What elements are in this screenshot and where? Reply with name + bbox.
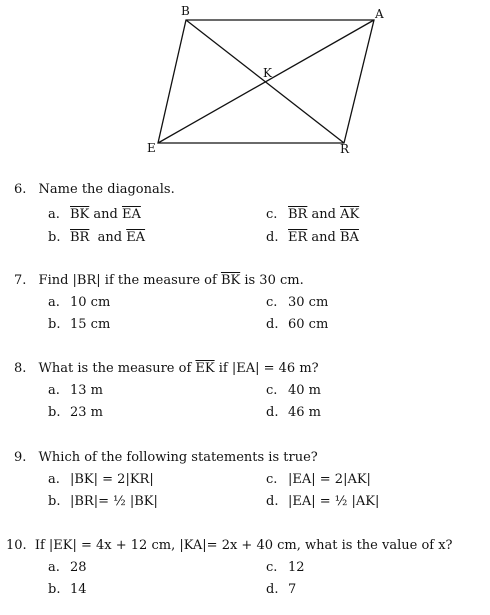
parallelogram-figure <box>0 0 490 170</box>
question-number: 7. <box>14 273 27 288</box>
option-letter: b. <box>48 494 61 509</box>
question-stem <box>14 361 319 376</box>
segment-name: $\overline{EA}$ <box>126 230 146 245</box>
question-number: 10. <box>6 538 27 553</box>
option-d <box>266 230 359 245</box>
option-letter: c. <box>266 295 278 310</box>
option-text-part: 7 <box>288 582 297 597</box>
option-b <box>48 582 87 597</box>
option-letter: c. <box>266 560 278 575</box>
vertex-label-r: R <box>340 142 350 156</box>
option-a <box>48 560 87 575</box>
option-text-part: if |EA| = 46 m? <box>214 361 319 376</box>
option-text-part: and <box>89 230 127 245</box>
segment-name: $\overline{BK}$ <box>220 273 241 288</box>
option-c <box>266 295 328 310</box>
question-stem <box>14 273 304 288</box>
option-text-part: Find |BR| if the measure of <box>38 273 221 288</box>
option-text-part: What is the measure of <box>38 361 196 376</box>
option-text-part: and <box>307 230 340 245</box>
question-stem <box>14 182 175 197</box>
option-text-part: |EA| = 2|AK| <box>288 472 371 487</box>
option-b <box>48 230 145 245</box>
option-letter: d. <box>266 317 279 332</box>
option-letter: c. <box>266 207 278 222</box>
option-text-part: and <box>89 207 122 222</box>
option-letter: c. <box>266 472 278 487</box>
segment-name: $\overline{BA}$ <box>340 230 359 245</box>
option-letter: b. <box>48 405 61 420</box>
option-text-part: 28 <box>70 560 87 575</box>
option-letter: d. <box>266 405 279 420</box>
option-text-part: 12 <box>288 560 305 575</box>
question-number: 9. <box>14 450 27 465</box>
segment-name: $\overline{BR}$ <box>70 230 90 245</box>
option-c <box>266 472 371 487</box>
option-text-part: and <box>307 207 341 222</box>
option-text-part: 23 m <box>70 405 104 420</box>
question-stem <box>14 450 318 465</box>
option-text-part: 40 m <box>288 383 322 398</box>
vertex-label-a: A <box>375 7 384 21</box>
option-text-part: |EA| = ½ |AK| <box>288 494 380 509</box>
option-text-part: 14 <box>70 582 87 597</box>
segment-name: $\overline{BR}$ <box>288 207 308 222</box>
vertex-label-e: E <box>147 141 156 155</box>
option-text-part: 10 cm <box>70 295 111 310</box>
option-a <box>48 295 110 310</box>
segment-name: $\overline{ER}$ <box>288 230 308 245</box>
question-number: 8. <box>14 361 27 376</box>
option-letter: d. <box>266 230 279 245</box>
option-letter: a. <box>48 560 60 575</box>
option-text-part: |BK| = 2|KR| <box>70 472 154 487</box>
option-a <box>48 207 141 222</box>
diagonal-br <box>186 20 344 143</box>
option-d <box>266 494 379 509</box>
option-letter: d. <box>266 494 279 509</box>
option-a <box>48 383 103 398</box>
option-b <box>48 405 103 420</box>
option-text-part: 13 m <box>70 383 104 398</box>
option-d <box>266 317 328 332</box>
segment-name: $\overline{BK}$ <box>70 207 90 222</box>
option-d <box>266 582 296 597</box>
option-letter: b. <box>48 582 61 597</box>
question-text: If |EK| = 4x + 12 cm, |KA|= 2x + 40 cm, what is the value of x? <box>34 538 453 553</box>
option-text-part: |BR|= ½ |BK| <box>70 494 158 509</box>
option-b <box>48 317 110 332</box>
option-c <box>266 560 305 575</box>
question-stem <box>6 538 453 553</box>
question-text: Name the diagonals. <box>38 182 175 197</box>
option-c <box>266 207 359 222</box>
option-letter: b. <box>48 230 61 245</box>
segment-name: $\overline{AK}$ <box>340 207 360 222</box>
option-text-part: 30 cm <box>288 295 329 310</box>
option-d <box>266 405 321 420</box>
option-a <box>48 472 154 487</box>
option-letter: c. <box>266 383 278 398</box>
question-text: Which of the following statements is true? <box>38 450 318 465</box>
option-c <box>266 383 321 398</box>
option-text-part: 15 cm <box>70 317 111 332</box>
vertex-label-b: B <box>181 4 190 18</box>
question-number: 6. <box>14 182 27 197</box>
segment-name: $\overline{EK}$ <box>195 361 215 376</box>
question-text <box>39 361 319 376</box>
vertex-label-k: K <box>263 66 272 80</box>
option-letter: a. <box>48 295 60 310</box>
option-letter: a. <box>48 472 60 487</box>
segment-name: $\overline{EA}$ <box>121 207 141 222</box>
option-letter: a. <box>48 207 60 222</box>
option-letter: a. <box>48 383 60 398</box>
question-text <box>39 273 304 288</box>
option-text-part: is 30 cm. <box>240 273 304 288</box>
option-text-part: 60 cm <box>288 317 329 332</box>
option-letter: b. <box>48 317 61 332</box>
option-text-part: 46 m <box>288 405 322 420</box>
option-b <box>48 494 158 509</box>
option-letter: d. <box>266 582 279 597</box>
